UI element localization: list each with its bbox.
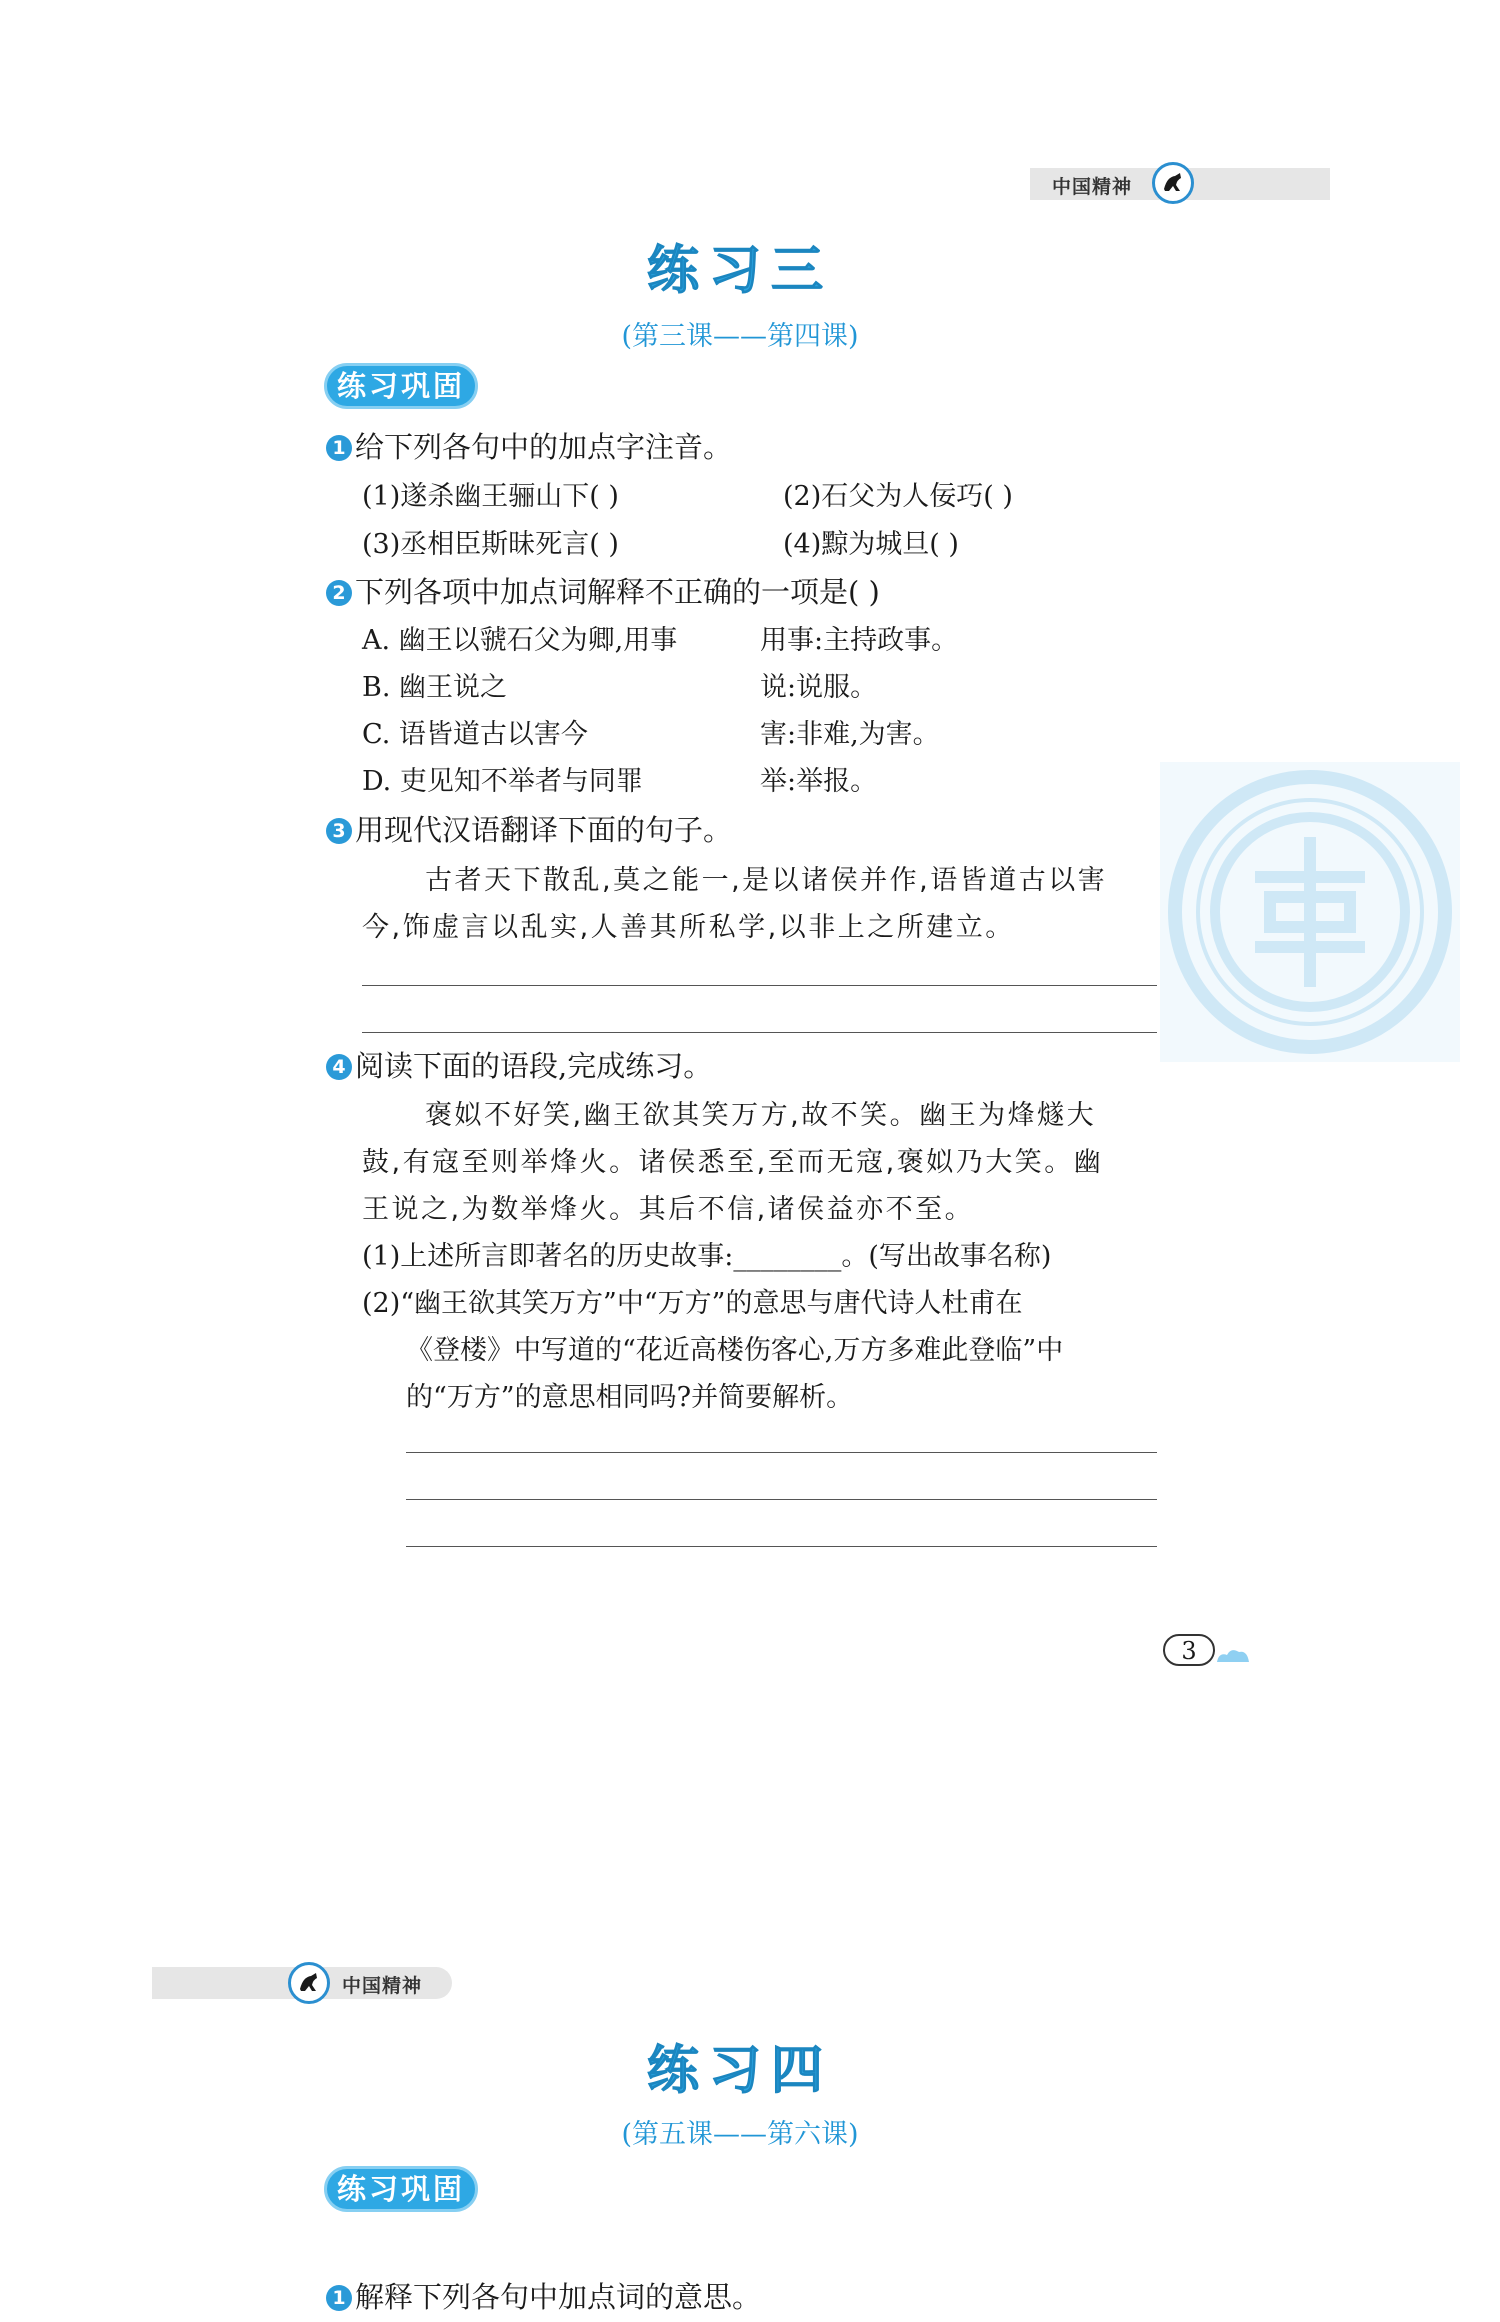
question-4 — [326, 1044, 712, 1085]
question-number: 1 — [326, 435, 352, 461]
q2-option-c: C. 语皆道古以害今 — [362, 719, 588, 750]
decorative-seal-icon — [1160, 762, 1460, 1062]
q2-option-a: A. 幽王以虢石父为卿,用事 — [362, 625, 678, 656]
question-text: 解释下列各句中加点词的意思。 — [355, 2280, 762, 2314]
exercise-title: 练习三 — [646, 241, 833, 301]
q3-passage-line-1: 古者天下散乱,莫之能一,是以诸侯并作,语皆道古以害 — [425, 865, 1108, 896]
section-badge: 练习巩固 — [324, 2166, 478, 2212]
answer-line — [362, 1032, 1157, 1033]
horse-emblem-icon — [1152, 162, 1194, 204]
question-number: 1 — [326, 2285, 352, 2311]
answer-line — [406, 1452, 1157, 1453]
q4-passage-line-1: 褒姒不好笑,幽王欲其笑万方,故不笑。幽王为烽燧大 — [425, 1100, 1097, 1131]
q4-passage-line-3: 王说之,为数举烽火。其后不信,诸侯益亦不至。 — [362, 1194, 975, 1225]
q2-option-b: B. 幽王说之 — [362, 672, 508, 703]
question-3 — [326, 808, 732, 849]
question-text: 给下列各句中的加点字注音。 — [355, 430, 733, 464]
question-1 — [326, 2275, 761, 2316]
page-number: 3 — [1163, 1634, 1215, 1666]
q1-item-4: (4)黥为城旦( ) — [783, 529, 959, 560]
q1-item-3: (3)丞相臣斯昧死言( ) — [362, 529, 619, 560]
section-badge: 练习巩固 — [324, 363, 478, 409]
q4-passage-line-2: 鼓,有寇至则举烽火。诸侯悉至,至而无寇,褒姒乃大笑。幽 — [362, 1147, 1104, 1178]
cloud-icon — [1215, 1646, 1251, 1664]
q1-item-2: (2)石父为人佞巧( ) — [783, 481, 1013, 512]
q2-option-b-explain: 说:说服。 — [760, 672, 878, 703]
q4-sub-2-line-1: (2)“幽王欲其笑万方”中“万方”的意思与唐代诗人杜甫在 — [362, 1288, 1023, 1319]
question-number: 2 — [326, 580, 352, 606]
question-number: 4 — [326, 1054, 352, 1080]
question-text: 用现代汉语翻译下面的句子。 — [355, 813, 733, 847]
exercise-title: 练习四 — [646, 2041, 833, 2101]
exercise-subtitle: (第五课——第六课) — [621, 2119, 859, 2150]
answer-line — [406, 1499, 1157, 1500]
q2-option-d: D. 吏见知不举者与同罪 — [362, 766, 643, 797]
horse-emblem-icon — [288, 1962, 330, 2004]
answer-line — [406, 1546, 1157, 1547]
question-text: 阅读下面的语段,完成练习。 — [355, 1049, 713, 1083]
header-text: 中国精神 — [342, 1975, 423, 1997]
q4-sub-2-line-2: 《登楼》中写道的“花近高楼伤客心,万方多难此登临”中 — [406, 1335, 1064, 1366]
header-text: 中国精神 — [1052, 176, 1133, 198]
question-2 — [326, 570, 880, 611]
question-text: 下列各项中加点词解释不正确的一项是( ) — [355, 575, 880, 609]
q2-option-a-explain: 用事:主持政事。 — [760, 625, 959, 656]
q1-item-1: (1)遂杀幽王骊山下( ) — [362, 481, 619, 512]
question-number: 3 — [326, 818, 352, 844]
exercise-subtitle: (第三课——第四课) — [621, 321, 859, 352]
q4-sub-1: (1)上述所言即著名的历史故事:________。(写出故事名称) — [362, 1241, 1052, 1272]
q3-passage-line-2: 今,饰虚言以乱实,人善其所私学,以非上之所建立。 — [362, 912, 1015, 943]
q2-option-d-explain: 举:举报。 — [760, 766, 878, 797]
answer-line — [362, 985, 1157, 986]
q2-option-c-explain: 害:非难,为害。 — [760, 719, 940, 750]
question-1 — [326, 425, 732, 466]
q4-sub-2-line-3: 的“万方”的意思相同吗?并简要解析。 — [406, 1382, 854, 1413]
